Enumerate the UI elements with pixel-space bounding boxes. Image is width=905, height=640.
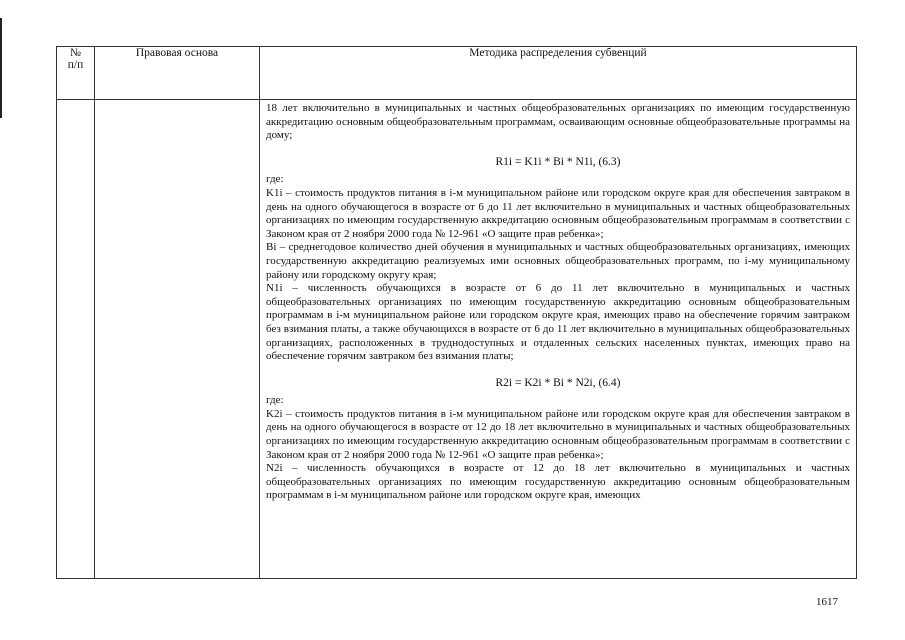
- formula-6-3: R1i = K1i * Bi * N1i, (6.3): [495, 155, 621, 168]
- subsidy-table: [56, 46, 857, 579]
- cell-number: [57, 100, 95, 579]
- where-label: где:: [266, 394, 284, 407]
- page-number: 1617: [816, 596, 838, 608]
- definition-bi: Bi – среднегодовое количество дней обучения в муниципальных и частных общеобразовательных организациях, имеющих государственную аккредитацию реализуемых ими основных общеобразовательных программ, по i-му муниципальному району или городскому округу края;: [266, 241, 850, 281]
- definition-k2i: K2i – стоимость продуктов питания в i-м муниципальном районе или городском округе края для обеспечения завтраком в день на одного обучающегося в возрасте от 12 до 18 лет включительно в муниципальных и частных общеобразовательных организациях по имеющим государственную аккредитацию основным общеобразовательным программам в соответствии с Законом края от 2 ноября 2000 года № 12-961 «О защите прав ребенка»;: [266, 407, 850, 461]
- header-legal-basis: Правовая основа: [95, 47, 260, 100]
- method-paragraph: 18 лет включительно в муниципальных и частных общеобразовательных организациях по имеющим государственную аккредитацию основным общеобразовательным программам, осваивающим основные общеобразовательные программы на дому;: [266, 102, 850, 142]
- table-row: [57, 100, 857, 579]
- definition-n1i: N1i – численность обучающихся в возрасте от 6 до 11 лет включительно в муниципальных и частных общеобразовательных организациях по имеющим государственную аккредитацию основным общеобразовательным программам в i-м муниципальном районе или городском округе края, имеющих право на обеспечение горячим завтраком без взимания платы, а также обучающихся в возрасте от 6 до 11 лет включительно в муниципальных общеобразовательных организациях, расположенных в труднодоступных и отдаленных сельских населенных пунктах, имеющих право на обеспечение горячим завтраком без взимания платы;: [266, 282, 850, 363]
- definition-n2i: N2i – численность обучающихся в возрасте от 12 до 18 лет включительно в муниципальных и частных общеобразовательных организациях по имеющим государственную аккредитацию основным общеобразовательным программам в i-м муниципальном районе или городском округе края, имеющих: [266, 462, 850, 502]
- formula-6-4: R2i = K2i * Bi * N2i, (6.4): [495, 376, 621, 389]
- margin-line: [0, 18, 2, 118]
- where-label: где:: [266, 173, 284, 186]
- header-number: № п/п: [57, 47, 95, 100]
- definition-k1i: K1i – стоимость продуктов питания в i-м муниципальном районе или городском округе края для обеспечения завтраком в день на одного обучающегося в возрасте от 6 до 11 лет включительно в муниципальных и частных общеобразовательных организациях по имеющим государственную аккредитацию основным общеобразовательным программам в соответствии с Законом края от 2 ноября 2000 года № 12-961 «О защите прав ребенка»;: [266, 186, 850, 240]
- table-header-row: [57, 47, 857, 100]
- cell-legal-basis: [95, 100, 260, 579]
- header-method: Методика распределения субвенций: [260, 47, 857, 100]
- cell-method: [260, 100, 857, 579]
